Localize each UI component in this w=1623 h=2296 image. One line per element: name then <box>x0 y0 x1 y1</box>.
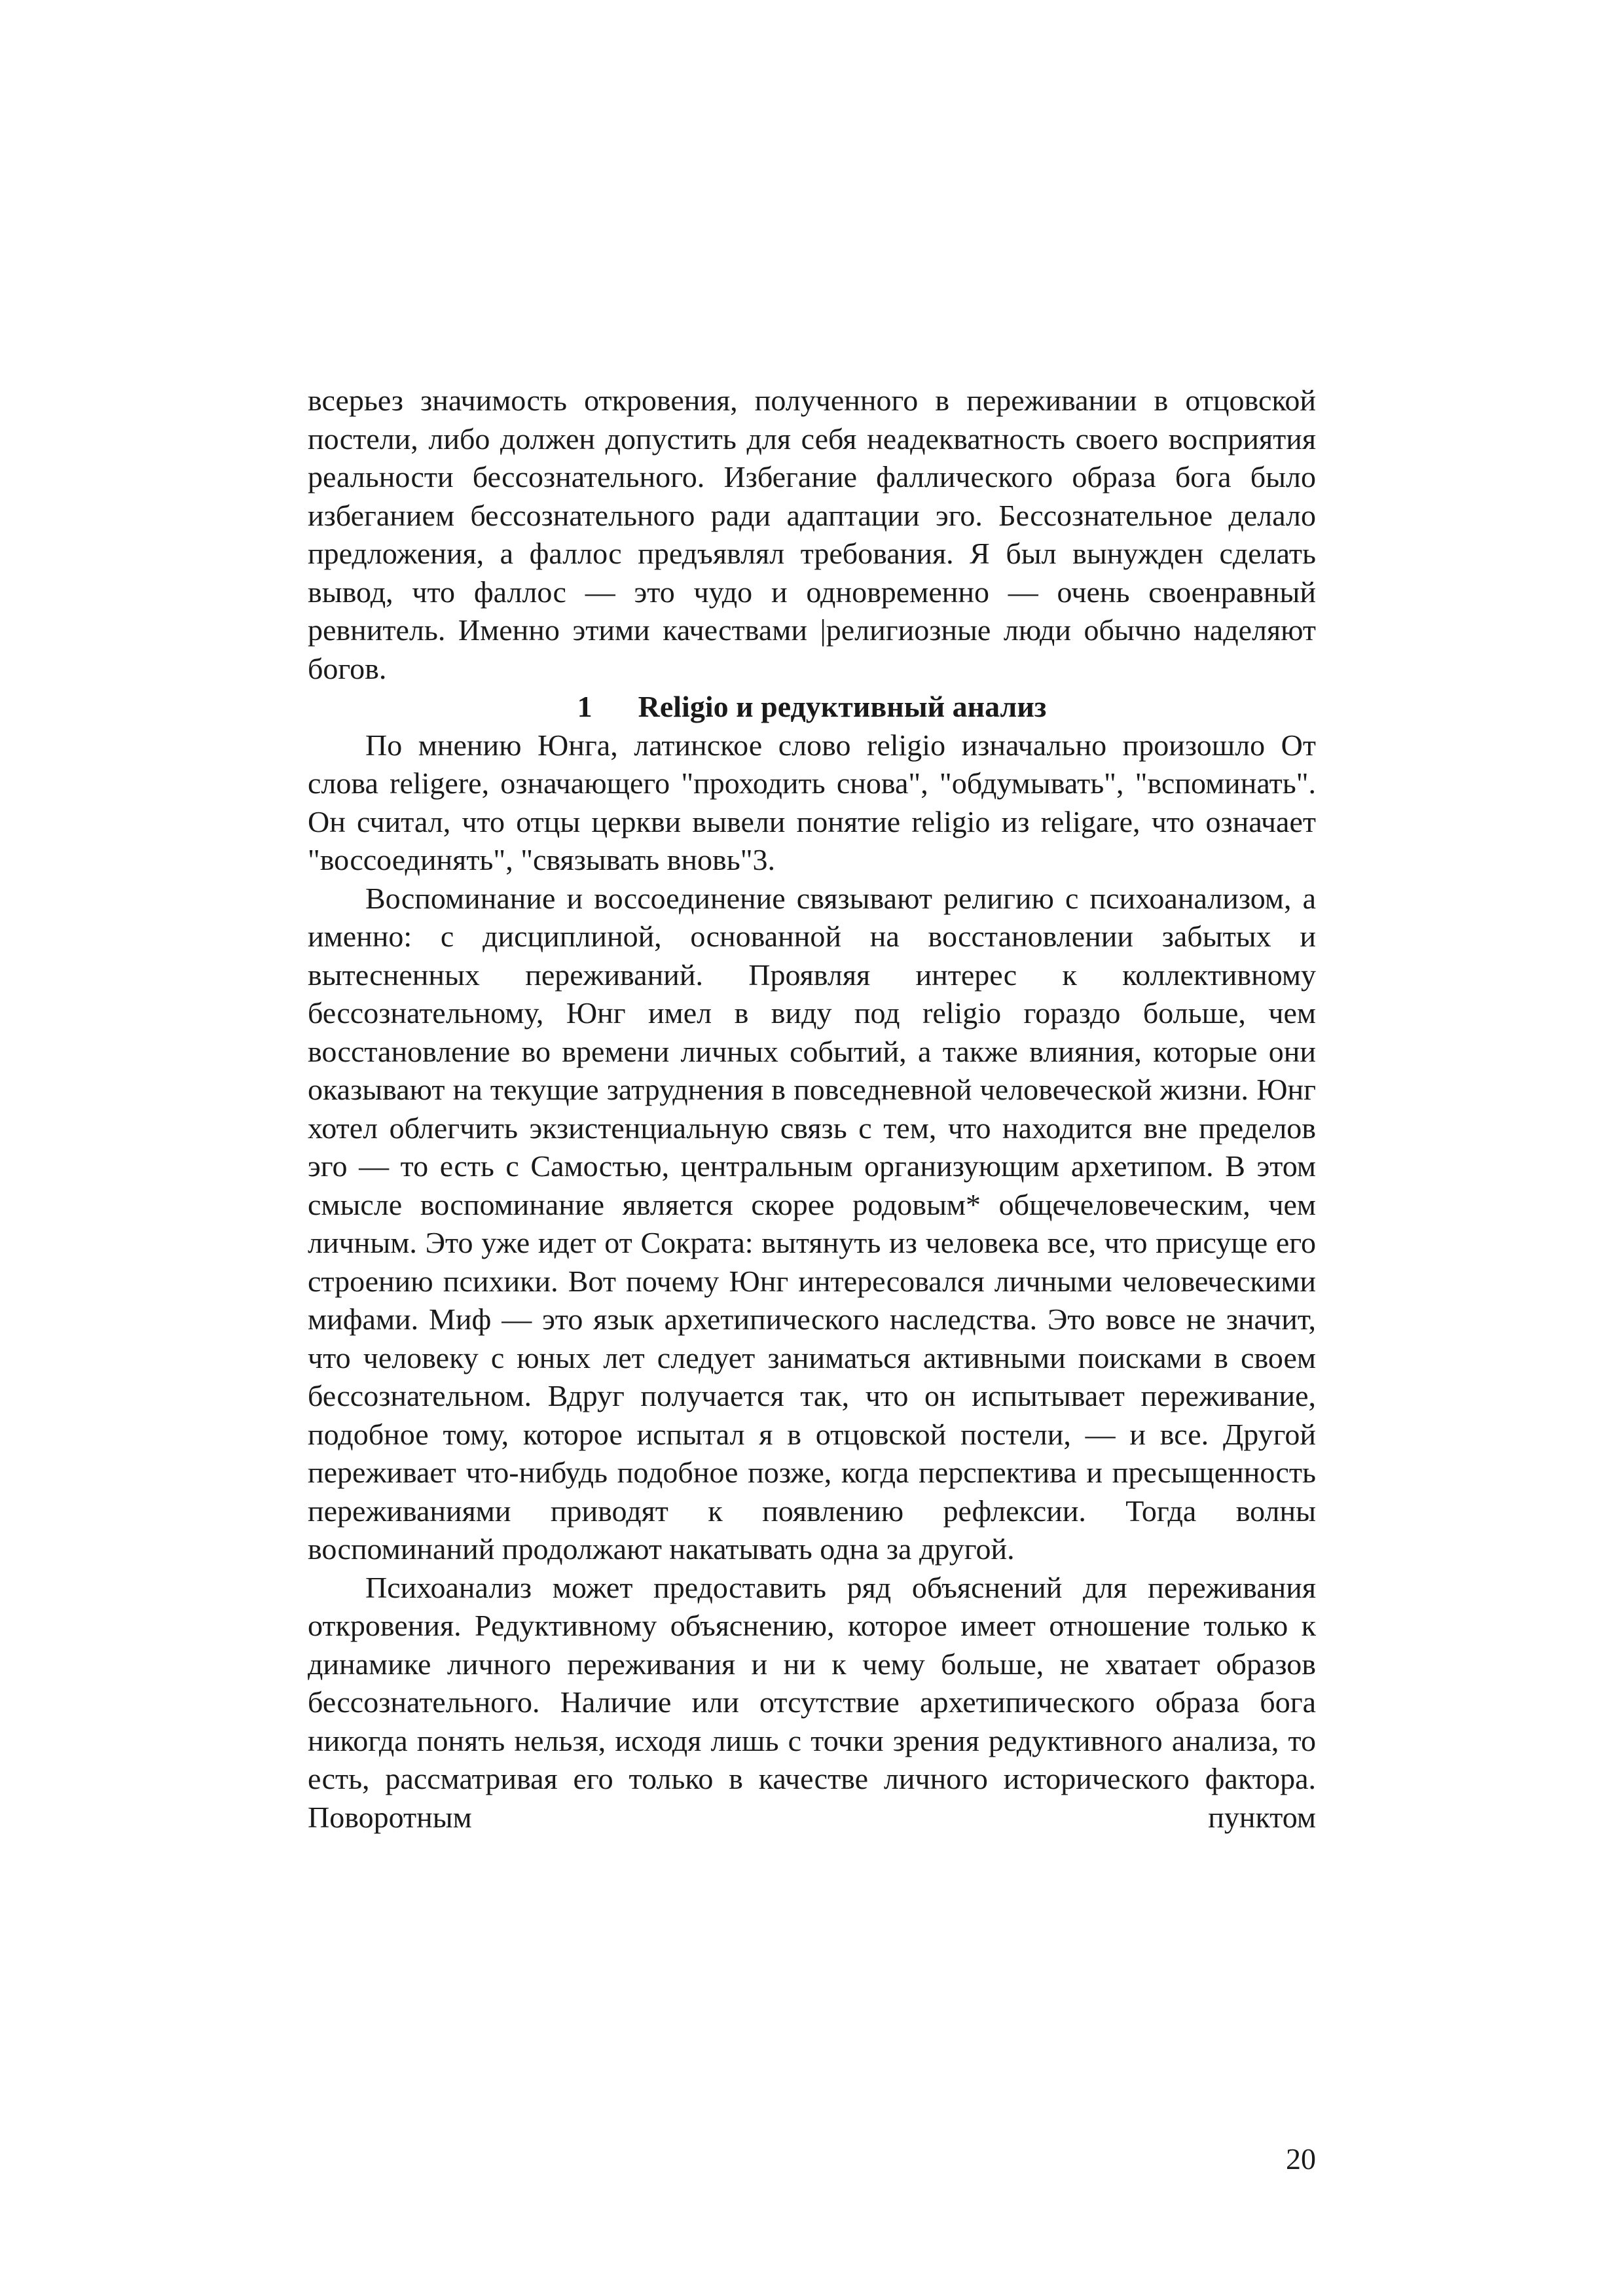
section-heading <box>308 688 1316 726</box>
paragraph: По мнению Юнга, латинское слово religio изначально произошло От слова religere, означающего "проходить снова", "обдумывать", "вспоминать". Он считал, что отцы церкви вывели понятие religio из religare, что означает "воссоединять", "связывать вновь"3. <box>308 728 1316 876</box>
section-number: 1 <box>577 690 593 723</box>
section-title: Religio и редуктивный анализ <box>638 690 1047 723</box>
body-text <box>308 382 1316 1837</box>
page-number: 20 <box>1286 2142 1316 2176</box>
paragraph: Психоанализ может предоставить ряд объяснений для переживания откровения. Редуктивному объяснению, которое имеет отношение только к динамике личного переживания и ни к чему больше, не хватает образов бессознательного. Наличие или отсутствие архетипического образа бога никогда понять нельзя, исходя лишь с точки зрения редуктивного анализа, то есть, рассматривая его только в качестве личного исторического фактора. Поворотным пунктом <box>308 1570 1316 1834</box>
paragraph: Воспоминание и воссоединение связывают религию с психоанализом, а именно: с дисциплиной, основанной на восстановлении забытых и вытесненных переживаний. Проявляя интерес к коллективному бессознательному, Юнг имел в виду под religio гораздо больше, чем восстановление во времени личных событий, а также влияния, которые они оказывают на текущие затруднения в повседневной человеческой жизни. Юнг хотел облегчить экзистенциальную связь с тем, что находится вне пределов эго — то есть с Самостью, центральным организующим архетипом. В этом смысле воспоминание является скорее родовым* общечеловеческим, чем личным. Это уже идет от Сократа: вытянуть из человека все, что присуще его строению психики. Вот почему Юнг интересовался личными человеческими мифами. Миф — это язык архетипического наследства. Это вовсе не значит, что человеку с юных лет следует заниматься активными поисками в своем бессознательном. Вдруг получается так, что он испытывает переживание, подобное тому, которое испытал я в отцовской постели, — и все. Другой переживает что-нибудь подобное позже, когда перспектива и пресыщенность переживаниями приводят к появлению рефлексии. Тогда волны воспоминаний продолжают накатывать одна за другой. <box>308 881 1316 1566</box>
paragraph-continued: всерьез значимость откровения, полученного в переживании в отцовской постели, либо должен допустить для себя неадекватность своего восприятия реальности бессознательного. Избегание фаллического образа бога было избеганием бессознательного ради адаптации эго. Бессознательное делало предложения, а фаллос предъявлял требования. Я был вынужден сделать вывод, что фаллос — это чудо и одновременно — очень своенравный ревнитель. Именно этими качествами |религиозные люди обычно наделяют богов. <box>308 384 1316 685</box>
